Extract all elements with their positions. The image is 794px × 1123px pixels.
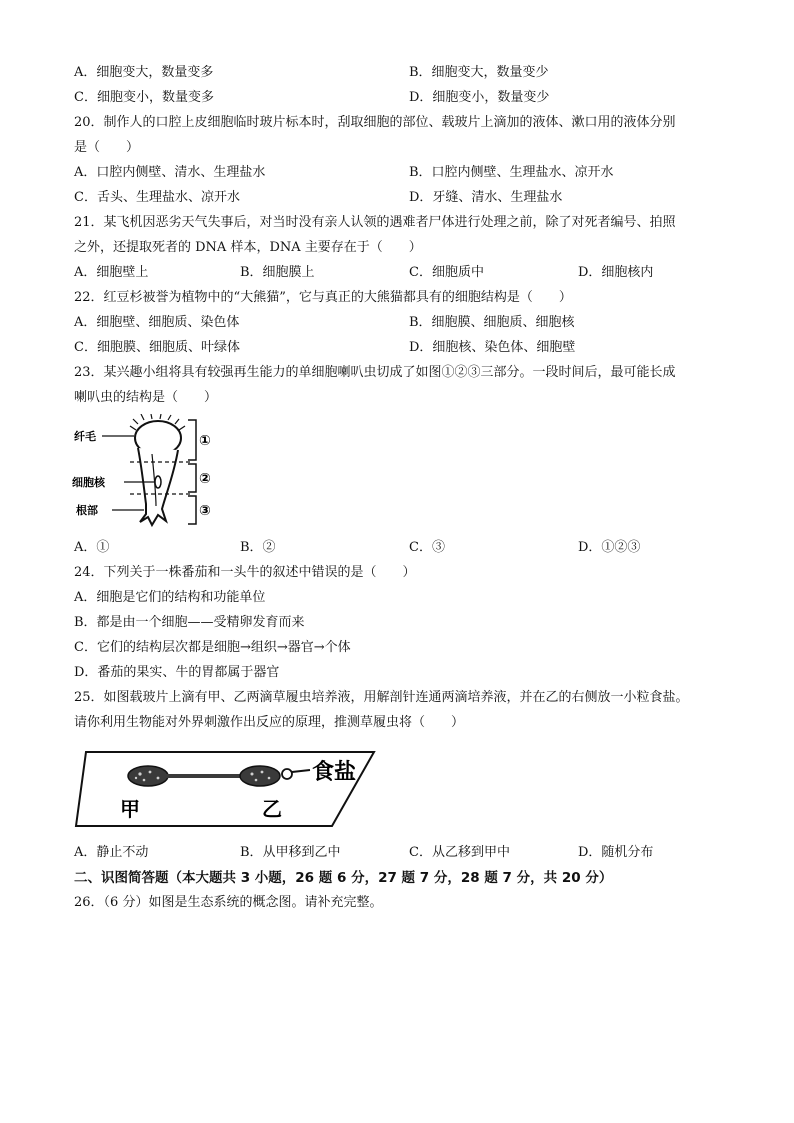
q22-option-c: C．细胞膜、细胞质、叶绿体 xyxy=(74,340,240,355)
q23-option-c: C．③ xyxy=(409,540,445,555)
q24-option-c: C．它们的结构层次都是细胞→组织→器官→个体 xyxy=(74,640,351,655)
fig-label-nucleus: 细胞核 xyxy=(72,476,105,489)
q21-option-c: C．细胞质中 xyxy=(409,265,484,280)
q19-option-d: D．细胞变小，数量变少 xyxy=(409,90,550,105)
q25-option-d: D．随机分布 xyxy=(578,845,654,860)
section-2-title: 二、识图简答题（本大题共 3 小题，26 题 6 分，27 题 7 分，28 题 7 分，共 20 分） xyxy=(74,870,613,886)
trumpet-worm-figure xyxy=(72,414,232,530)
q21-stem-line1: 21．某飞机因恶劣天气失事后，对当时没有亲人认领的遇难者尸体进行处理之前，除了对死者编号、拍照 xyxy=(74,215,676,230)
q22-option-b: B．细胞膜、细胞质、细胞核 xyxy=(409,315,575,330)
fig-label-yi: 乙 xyxy=(262,797,282,821)
q26-stem-line1: 26．（6 分）如图是生态系统的概念图。请补充完整。 xyxy=(74,895,383,910)
fig-label-cilia: 纤毛 xyxy=(74,430,96,443)
q23-option-a: A．① xyxy=(74,540,110,555)
q25-option-c: C．从乙移到甲中 xyxy=(409,845,510,860)
q24-option-a: A．细胞是它们的结构和功能单位 xyxy=(74,590,266,605)
q25-option-a: A．静止不动 xyxy=(74,845,149,860)
fig-label-root: 根部 xyxy=(76,504,98,517)
fig-label-jia: 甲 xyxy=(120,797,140,821)
fig-part-2: ② xyxy=(199,471,211,487)
q22-option-a: A．细胞壁、细胞质、染色体 xyxy=(74,315,240,330)
q22-option-d: D．细胞核、染色体、细胞壁 xyxy=(409,340,576,355)
q24-option-b: B．都是由一个细胞——受精卵发育而来 xyxy=(74,615,305,630)
q25-stem-line1: 25．如图载玻片上滴有甲、乙两滴草履虫培养液，用解剖针连通两滴培养液，并在乙的右侧放一小粒食盐。 xyxy=(74,690,689,705)
q21-option-a: A．细胞壁上 xyxy=(74,265,149,280)
q21-stem-line2: 之外，还提取死者的 DNA 样本，DNA 主要存在于（ ） xyxy=(74,240,422,255)
q20-option-a: A．口腔内侧壁、清水、生理盐水 xyxy=(74,165,266,180)
fig-label-salt: 食盐 xyxy=(312,760,357,785)
q21-option-d: D．细胞核内 xyxy=(578,265,654,280)
q25-stem-line2: 请你利用生物能对外界刺激作出反应的原理，推测草履虫将（ ） xyxy=(74,715,465,730)
q23-option-d: D．①②③ xyxy=(578,540,641,555)
q22-stem-line1: 22．红豆杉被誉为植物中的“大熊猫”，它与真正的大熊猫都具有的细胞结构是（ ） xyxy=(74,290,572,305)
q24-stem-line1: 24．下列关于一株番茄和一头牛的叙述中错误的是（ ） xyxy=(74,565,416,580)
q23-stem-line1: 23．某兴趣小组将具有较强再生能力的单细胞喇叭虫切成了如图①②③三部分。一段时间后，最可能长成 xyxy=(74,365,676,380)
q19-option-a: A．细胞变大，数量变多 xyxy=(74,65,214,80)
q20-option-d: D．牙缝、清水、生理盐水 xyxy=(409,190,563,205)
q20-stem-line2: 是（ ） xyxy=(74,140,140,155)
fig-part-1: ① xyxy=(199,433,211,449)
q20-option-c: C．舌头、生理盐水、凉开水 xyxy=(74,190,240,205)
q23-stem-line2: 喇叭虫的结构是（ ） xyxy=(74,390,218,405)
q25-option-b: B．从甲移到乙中 xyxy=(240,845,341,860)
fig-part-3: ③ xyxy=(199,503,211,519)
q20-stem-line1: 20．制作人的口腔上皮细胞临时玻片标本时，刮取细胞的部位、载玻片上滴加的液体、漱口用的液体分别 xyxy=(74,115,676,130)
q19-option-c: C．细胞变小，数量变多 xyxy=(74,90,214,105)
q23-option-b: B．② xyxy=(240,540,276,555)
q21-option-b: B．细胞膜上 xyxy=(240,265,315,280)
q20-option-b: B．口腔内侧壁、生理盐水、凉开水 xyxy=(409,165,614,180)
slide-figure xyxy=(74,748,384,830)
q19-option-b: B．细胞变大，数量变少 xyxy=(409,65,549,80)
q24-option-d: D．番茄的果实、牛的胃都属于器官 xyxy=(74,665,280,680)
